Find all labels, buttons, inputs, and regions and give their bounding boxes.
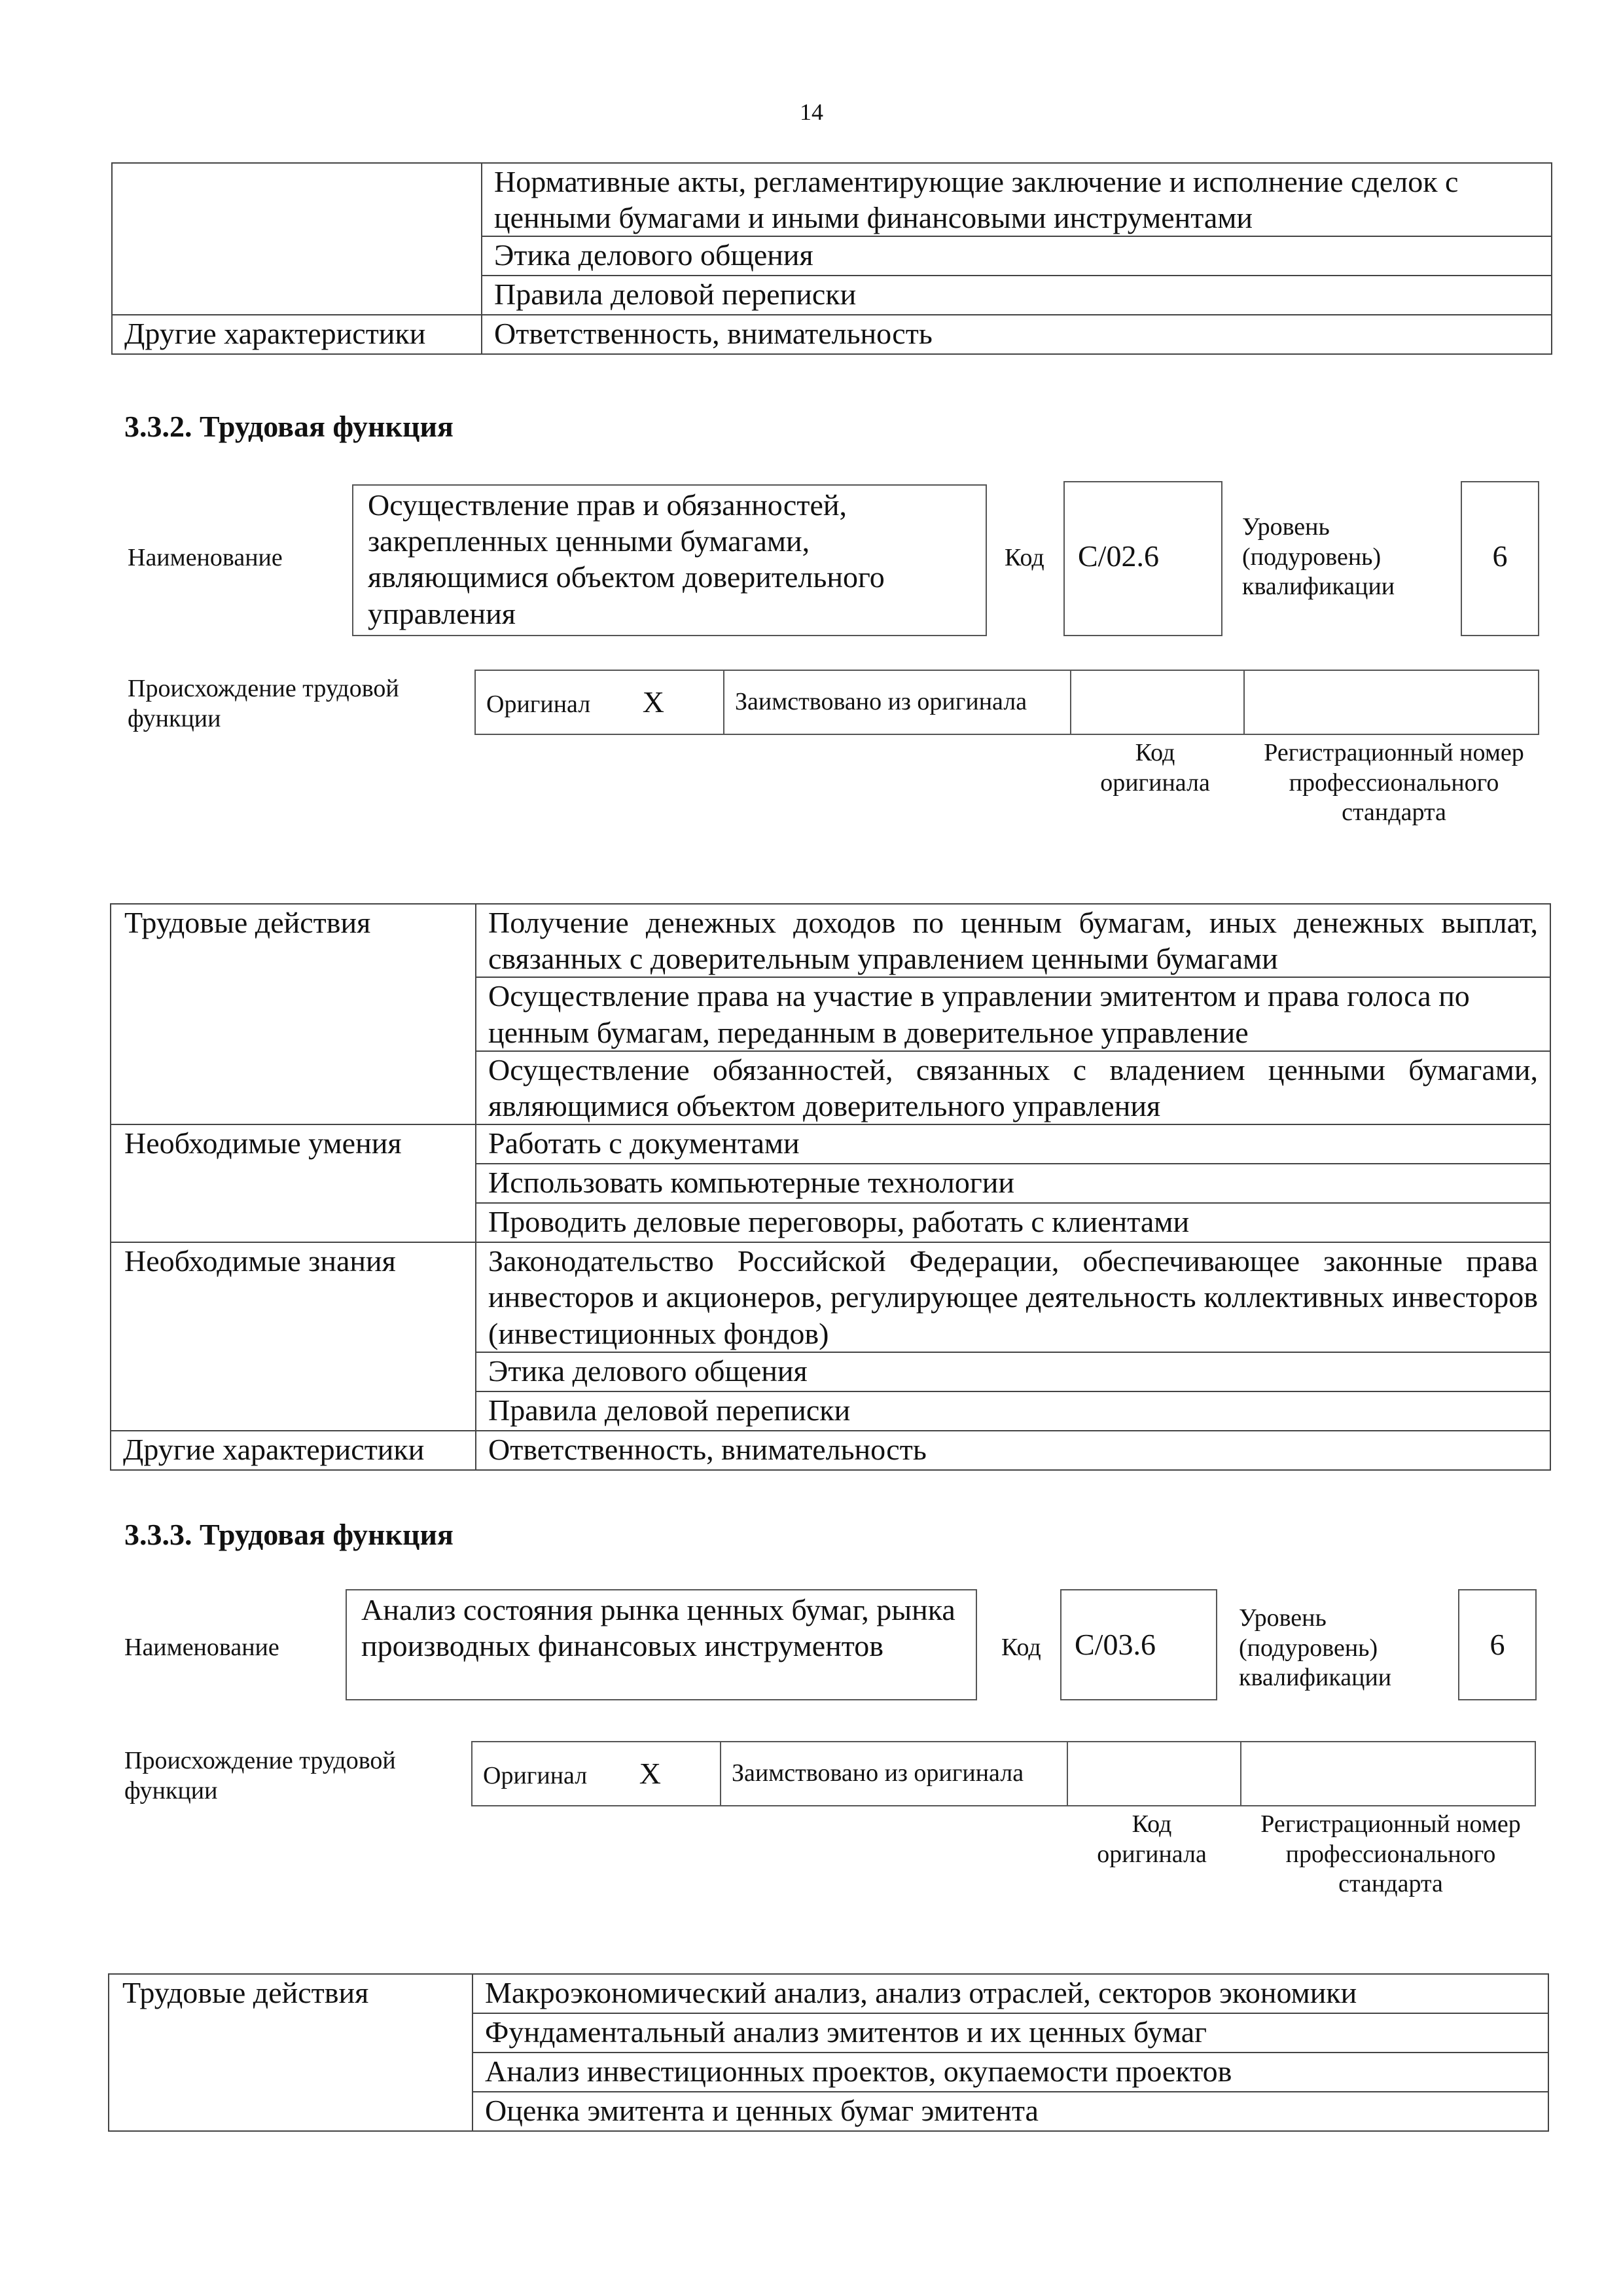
table-row	[112, 315, 1552, 354]
table-cell: Законодательство Российской Федерации, обеспечивающее законные права инвесторов и акционеров, регулирующее деятельность коллективных инвесторов (инвестиционных фондов)	[476, 1242, 1550, 1352]
borrowed-cell: Заимствовано из оригинала	[724, 670, 1071, 734]
origin-table	[471, 1741, 1536, 1806]
function-table	[110, 903, 1551, 1471]
page-number: 14	[800, 99, 823, 125]
table-label-cell	[112, 163, 482, 315]
table-cell: Оценка эмитента и ценных бумаг эмитента	[473, 2092, 1548, 2131]
code-original-caption: Код оригинала	[1100, 739, 1210, 797]
code-box	[1060, 1589, 1217, 1700]
original-mark: X	[642, 685, 664, 719]
table-row	[111, 1431, 1550, 1470]
table-row	[111, 904, 1550, 977]
table-label-cell: Трудовые действия	[109, 1974, 473, 2131]
table-cell: Ответственность, внимательность	[476, 1431, 1550, 1470]
function-name: Анализ состояния рынка ценных бумаг, рынка производных финансовых инструментов	[361, 1593, 955, 1663]
table-label-cell: Трудовые действия	[111, 904, 476, 1124]
reg-number-caption: Регистрационный номер профессионального стандарта	[1264, 739, 1524, 827]
level-value: 6	[1492, 539, 1508, 573]
level-box	[1461, 481, 1539, 636]
origin-table	[474, 670, 1539, 735]
level-box	[1458, 1589, 1537, 1700]
section-heading: 3.3.2. Трудовая функция	[124, 410, 454, 443]
code-value: C/03.6	[1075, 1628, 1156, 1661]
origin-label: Происхождение трудовой функции	[128, 675, 399, 732]
table-cell: Правила деловой переписки	[476, 1391, 1550, 1431]
table-label-cell: Другие характеристики	[112, 315, 482, 354]
table-cell: Этика делового общения	[482, 236, 1552, 276]
level-label: Уровень (подуровень) квалификации	[1239, 1604, 1392, 1692]
borrowed-cell: Заимствовано из оригинала	[721, 1742, 1067, 1806]
function-table	[108, 1973, 1549, 2132]
table-cell: Фундаментальный анализ эмитентов и их ценных бумаг	[473, 2013, 1548, 2053]
origin-label: Происхождение трудовой функции	[124, 1747, 396, 1804]
name-label: Наименование	[128, 544, 283, 571]
table-cell: Использовать компьютерные технологии	[476, 1164, 1550, 1203]
name-label: Наименование	[124, 1634, 279, 1661]
table-cell: Работать с документами	[476, 1124, 1550, 1164]
table-cell: Получение денежных доходов по ценным бумагам, иных денежных выплат, связанных с доверительным управлением ценными бумагами	[476, 904, 1550, 977]
table-cell: Осуществление права на участие в управлении эмитентом и права голоса по ценным бумагам, переданным в доверительное управление	[476, 977, 1550, 1050]
table-cell: Анализ инвестиционных проектов, окупаемости проектов	[473, 2053, 1548, 2092]
table-label-cell: Необходимые умения	[111, 1124, 476, 1242]
table-cell: Правила деловой переписки	[482, 276, 1552, 315]
code-value: C/02.6	[1078, 539, 1159, 573]
table-cell: Нормативные акты, регламентирующие заключение и исполнение сделок с ценными бумагами и иными финансовыми инструментами	[482, 163, 1552, 236]
original-cell	[472, 1742, 721, 1806]
table-row	[109, 1974, 1548, 2013]
table-cell: Проводить деловые переговоры, работать с клиентами	[476, 1203, 1550, 1242]
code-label: Код	[1001, 1634, 1041, 1661]
table-label-cell: Другие характеристики	[111, 1431, 476, 1470]
table-row	[111, 1242, 1550, 1352]
level-value: 6	[1489, 1628, 1505, 1661]
reg-number-cell	[1244, 670, 1539, 734]
function-name: Осуществление прав и обязанностей, закрепленных ценными бумагами, являющимися объектом доверительного управления	[368, 488, 885, 630]
code-box	[1063, 481, 1222, 636]
function-name-box	[352, 484, 987, 636]
table-cell: Макроэкономический анализ, анализ отраслей, секторов экономики	[473, 1974, 1548, 2013]
code-original-caption: Код оригинала	[1097, 1810, 1207, 1868]
section-heading: 3.3.3. Трудовая функция	[124, 1518, 454, 1551]
table-label-cell: Необходимые знания	[111, 1242, 476, 1431]
code-original-cell	[1071, 670, 1244, 734]
table-cell: Этика делового общения	[476, 1352, 1550, 1391]
table-row	[112, 163, 1552, 236]
original-cell	[475, 670, 724, 734]
table-cell: Ответственность, внимательность	[482, 315, 1552, 354]
reg-number-cell	[1241, 1742, 1535, 1806]
code-original-cell	[1067, 1742, 1241, 1806]
top-table	[111, 162, 1552, 355]
original-mark: X	[639, 1757, 661, 1791]
original-label: Оригинал	[486, 691, 591, 719]
reg-number-caption: Регистрационный номер профессионального стандарта	[1260, 1810, 1521, 1898]
original-label: Оригинал	[483, 1762, 588, 1790]
function-name-box	[346, 1589, 977, 1700]
table-cell: Осуществление обязанностей, связанных с владением ценными бумагами, являющимися объектом доверительного управления	[476, 1051, 1550, 1124]
level-label: Уровень (подуровень) квалификации	[1242, 513, 1395, 601]
table-row	[111, 1124, 1550, 1164]
code-label: Код	[1005, 544, 1044, 571]
